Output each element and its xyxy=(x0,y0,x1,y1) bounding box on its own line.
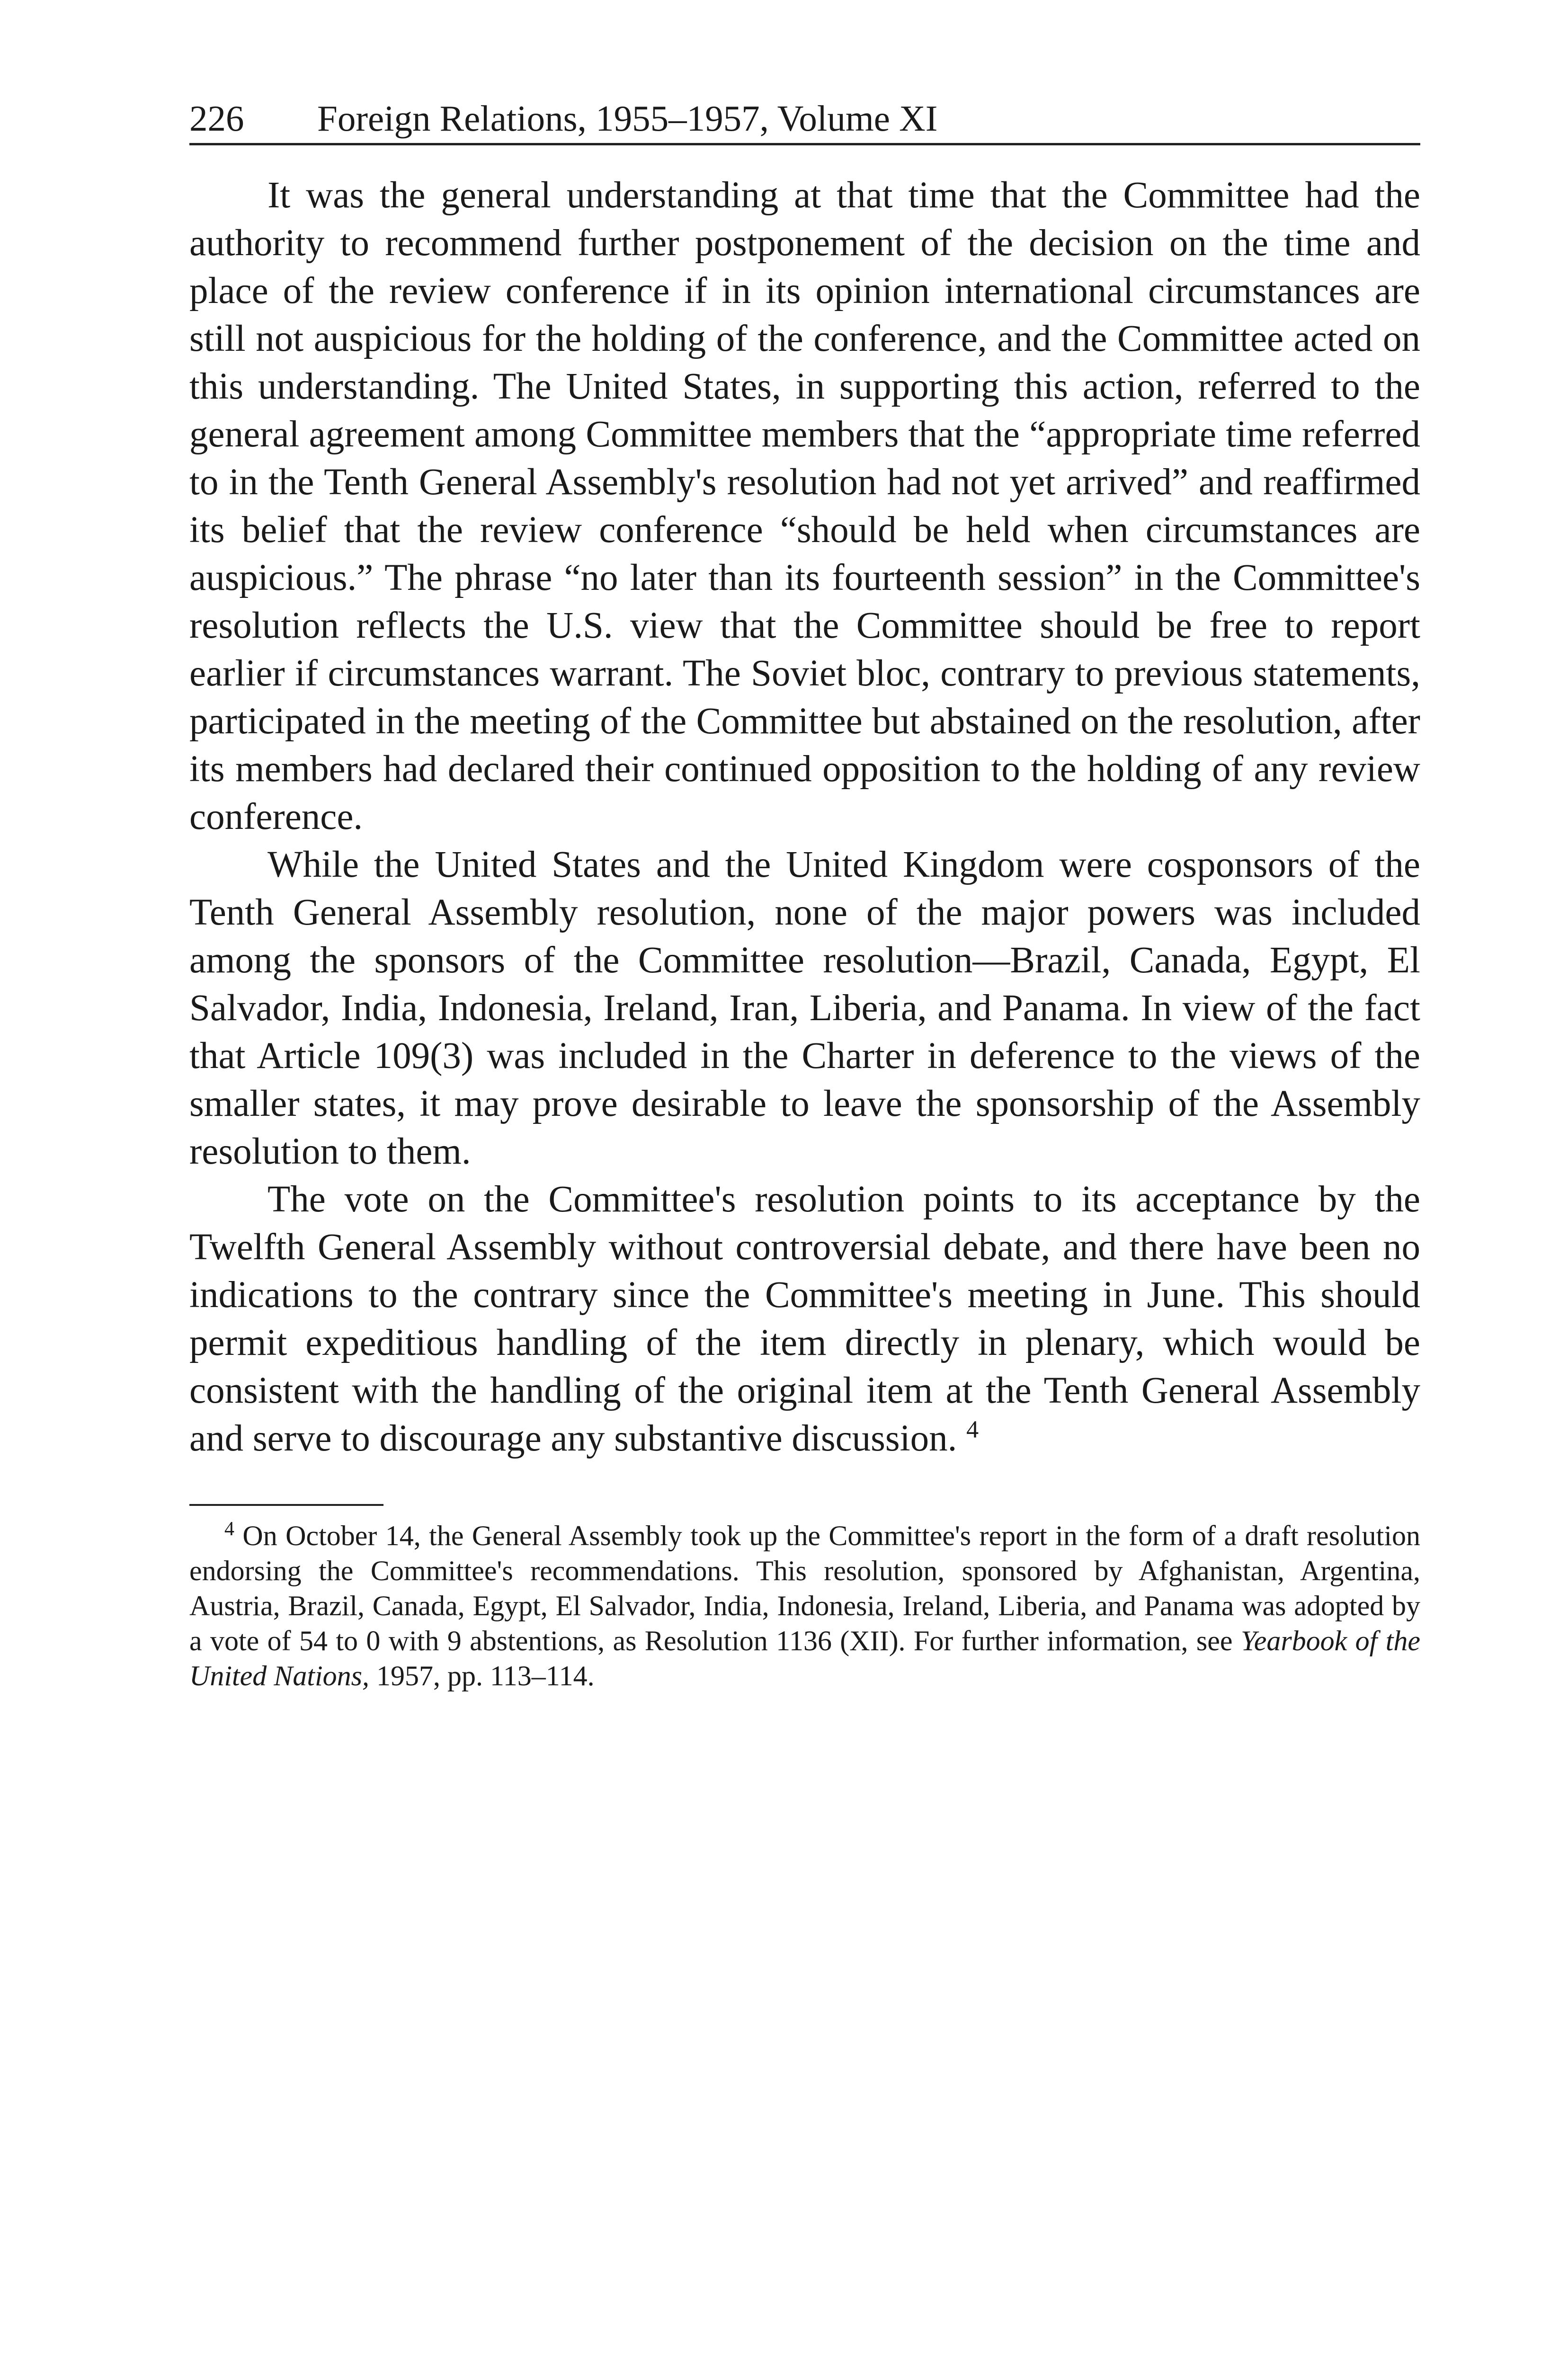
running-header xyxy=(189,95,1420,145)
paragraph xyxy=(189,1175,1420,1462)
running-title: Foreign Relations, 1955–1957, Volume XI xyxy=(317,98,938,139)
document-page xyxy=(189,95,1420,1693)
footnote-reference[interactable]: 4 xyxy=(966,1416,979,1443)
body-text xyxy=(189,171,1420,1462)
paragraph-text: While the United States and the United Kingdom were cosponsors of the Tenth General Assembly resolution, none of the major powers was included among the sponsors of the Committee resolution—Brazil, Canada, Egypt, El Salvador, India, Indonesia, Ireland, Iran, Liberia, and Panama. In view of the fact that Article 109(3) was included in the Charter in deference to the views of the smaller states, it may prove desirable to leave the sponsorship of the Assembly resolution to them. xyxy=(189,844,1420,1172)
footnote xyxy=(189,1518,1420,1693)
page-number: 226 xyxy=(189,98,244,139)
paragraph-text: The vote on the Committee's resolution points to its acceptance by the Twelfth General Assembly without controversial debate, and there have been no indications to the contrary since the Committee's meeting in June. This should permit expeditious handling of the item directly in plenary, which would be consistent with the handling of the original item at the Tenth General Assembly and serve to discourage any substantive discussion. xyxy=(189,1179,1420,1459)
footnote-text: On October 14, the General Assembly took up the Committee's report in the form of a draft resolution endorsing the Committee's recommendations. This resolution, sponsored by Afghanistan, Argentina, Austria, Brazil, Canada, Egypt, El Salvador, India, Indonesia, Ireland, Liberia, and Panama was adopted by a vote of 54 to 0 with 9 abstentions, as Resolution 1136 (XII). For further information, see xyxy=(189,1520,1421,1656)
footnote-divider xyxy=(189,1504,383,1506)
paragraph-text: It was the general understanding at that time that the Committee had the authority to recommend further postponement of the decision on the time and place of the review conference if in its opinion international circumstances are still not auspicious for the holding of the conference, and the Committee acted on this understanding. The United States, in supporting this action, referred to the general agreement among Committee members that the “appropriate time referred to in the Tenth General Assembly's resolution had not yet arrived” and reaffirmed its belief that the review conference “should be held when circumstances are auspicious.” The phrase “no later than its fourteenth session” in the Committee's resolution reflects the U.S. view that the Committee should be free to report earlier if circumstances warrant. The Soviet bloc, contrary to previous statements, participated in the meeting of the Committee but abstained on the resolution, after its members had declared their continued opposition to the holding of any review conference. xyxy=(189,175,1420,837)
footnote-citation-title: Yearbook of the United Nations, xyxy=(189,1625,1420,1691)
footnote-citation-pages: 1957, pp. 113–114. xyxy=(376,1660,595,1691)
paragraph xyxy=(189,841,1420,1175)
paragraph xyxy=(189,171,1420,841)
footnote-marker: 4 xyxy=(224,1518,234,1540)
